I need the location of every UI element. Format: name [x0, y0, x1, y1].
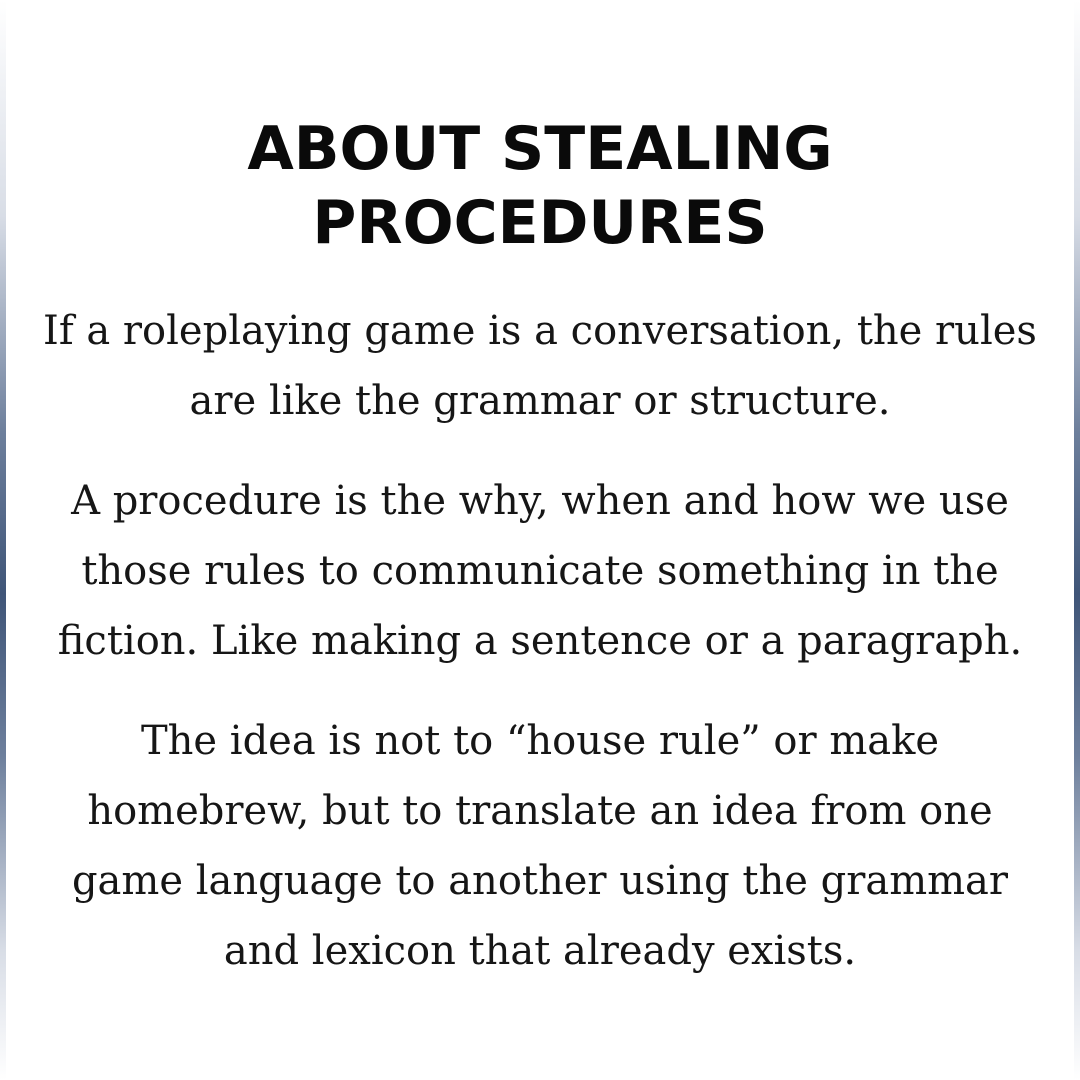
title-line-1: ABOUT STEALING	[247, 114, 833, 184]
paragraph-translation: The idea is not to “house rule” or make homebrew, but to translate an idea from one game language to another using the grammar and lexicon that already exists.	[71, 718, 1009, 974]
slide-content	[40, 112, 1040, 986]
left-edge-shadow	[0, 0, 6, 1080]
title-line-2: PROCEDURES	[312, 188, 768, 258]
paragraph-procedure: A procedure is the why, when and how we use those rules to communicate something in the fiction. Like making a sentence or a paragraph.	[57, 478, 1023, 664]
right-edge-shadow	[1074, 0, 1080, 1080]
paragraph-conversation: If a roleplaying game is a conversation, the rules are like the grammar or structure.	[43, 308, 1037, 424]
page-title	[40, 112, 1040, 260]
